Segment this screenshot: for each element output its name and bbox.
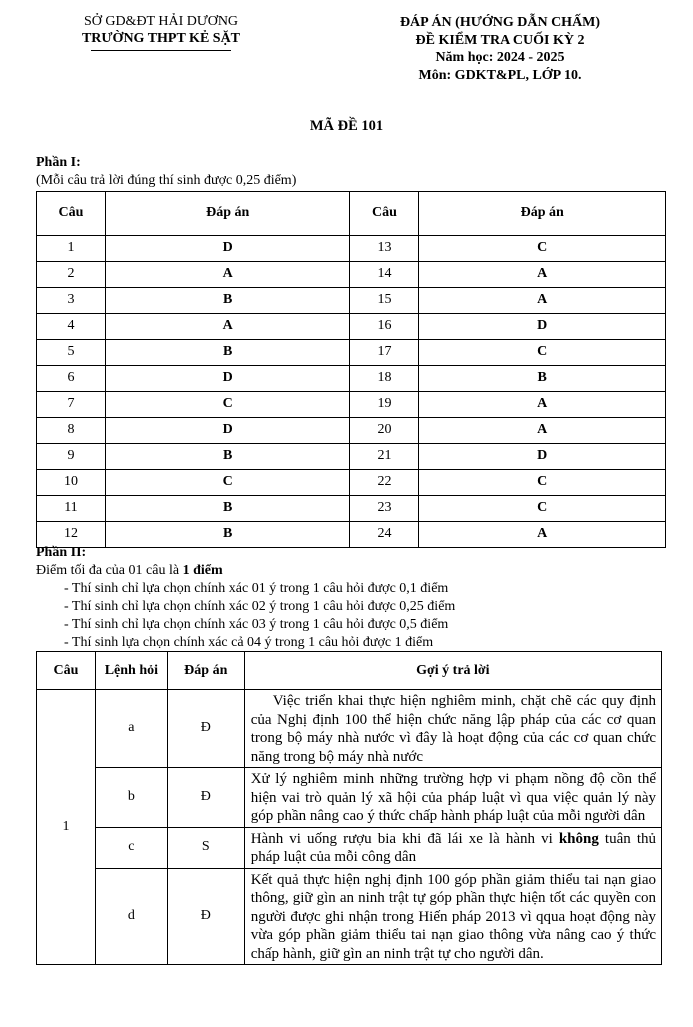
answer-cell: B [419,366,666,392]
answer-cell: C [419,496,666,522]
part2-title: Phần II: [36,545,87,560]
question-number: 5 [37,340,106,366]
question-number: 13 [350,236,419,262]
hint-text: tuân thủ pháp luật của mỗi công dân [250,830,656,865]
answer-cell: C [419,236,666,262]
answer-cell: C [105,470,350,496]
answer-cell: Đ [167,768,244,828]
table-row [37,288,666,314]
table-header-row [37,652,662,690]
answer-key-title: ĐÁP ÁN (HƯỚNG DẪN CHẤM) [399,15,601,30]
answer-cell: C [105,392,350,418]
question-number: 14 [350,262,419,288]
question-number: 21 [350,444,419,470]
table-row [37,496,666,522]
answer-cell: S [167,827,244,868]
question-number: 4 [37,314,106,340]
answer-cell: A [419,262,666,288]
answer-cell: A [419,392,666,418]
question-number: 23 [350,496,419,522]
table-row [37,314,666,340]
question-number: 1 [37,236,106,262]
table-header-row [37,192,666,236]
command-cell: a [95,690,167,768]
department-name: SỞ GD&ĐT HẢI DƯƠNG [83,14,239,29]
max-score-value: 1 điểm [182,563,223,578]
col-header-question: Câu [350,192,419,236]
answer-cell: Đ [167,868,244,965]
question-number: 11 [37,496,106,522]
part1-title: Phần I: [36,155,81,170]
answer-cell: B [105,340,350,366]
question-number: 20 [350,418,419,444]
table-row [37,262,666,288]
max-score-text: Điểm tối đa của 01 câu là [36,563,183,578]
question-number: 2 [37,262,106,288]
table-row [37,868,662,965]
hint-cell: Xử lý nghiêm minh những trường hợp vi phạm nồng độ cồn thể hiện vai trò quản lý xã hội của pháp luật vì qua việc quản lý này góp phần nâng cao ý thức chấp hành pháp luật của mỗi người dân [244,768,661,828]
school-name: TRƯỜNG THPT KẺ SẶT [81,30,241,46]
question-number: 19 [350,392,419,418]
table-row [37,236,666,262]
command-cell: c [95,827,167,868]
school-year: Năm học: 2024 - 2025 [435,50,565,65]
answer-cell: Đ [167,690,244,768]
question-number: 7 [37,392,106,418]
table-row [37,418,666,444]
col-header-question: Câu [37,652,96,690]
col-header-answer: Đáp án [167,652,244,690]
part2-instructions [36,544,676,652]
scoring-rule: - Thí sinh chỉ lựa chọn chính xác 01 ý trong 1 câu hỏi được 0,1 điểm [64,581,449,596]
answer-cell: B [105,444,350,470]
hint-emphasis: không [558,830,599,847]
answer-cell: B [105,496,350,522]
part1-answer-table [36,191,666,548]
question-number: 17 [350,340,419,366]
table-row [37,827,662,868]
question-number: 6 [37,366,106,392]
col-header-answer: Đáp án [419,192,666,236]
question-number: 8 [37,418,106,444]
answer-cell: D [105,366,350,392]
answer-cell: A [419,288,666,314]
answer-cell: C [419,340,666,366]
question-number: 16 [350,314,419,340]
col-header-hint: Gợi ý trả lời [244,652,661,690]
col-header-question: Câu [37,192,106,236]
hint-cell: Kết quả thực hiện nghị định 100 góp phần giảm thiểu tai nạn giao thông, giữ gìn an ninh trật tự góp phần thực hiện tốt các quyền con người được ghi nhận trong Hiến pháp 2013 vì qqua hoạt động này vừa góp phần giảm thiểu tai nạn giao thông vừa nâng cao ý thức chấp hành, giữ gìn an ninh trật tự cho người dân. [244,868,661,965]
col-header-answer: Đáp án [105,192,350,236]
col-header-command: Lệnh hỏi [95,652,167,690]
answer-cell: B [105,288,350,314]
command-cell: b [95,768,167,828]
scoring-rule: - Thí sinh chỉ lựa chọn chính xác 02 ý trong 1 câu hỏi được 0,25 điểm [64,599,456,614]
command-cell: d [95,868,167,965]
table-row [37,366,666,392]
question-number: 1 [37,690,96,965]
part1-note: (Mỗi câu trả lời đúng thí sinh được 0,25 điểm) [36,173,297,188]
question-number: 9 [37,444,106,470]
hint-text: Hành vi uống rượu bia khi đã lái xe là hành vi [250,830,559,847]
school-header [32,14,290,51]
subject: Môn: GDKT&PL, LỚP 10. [418,67,582,83]
question-number: 24 [350,522,419,548]
question-number: 18 [350,366,419,392]
hint-cell [244,827,661,868]
exam-code: MÃ ĐỀ 101 [309,118,384,134]
answer-cell: D [419,444,666,470]
exam-name: ĐỀ KIỂM TRA CUỐI KỲ 2 [415,32,585,48]
header-underline [91,50,231,51]
answer-cell: A [105,262,350,288]
answer-cell: C [419,470,666,496]
question-number: 3 [37,288,106,314]
answer-cell: D [105,236,350,262]
part2-answer-table [36,651,662,965]
table-row [37,690,662,768]
question-number: 12 [37,522,106,548]
answer-cell: A [105,314,350,340]
question-number: 10 [37,470,106,496]
answer-cell: D [419,314,666,340]
part2-max-score [36,562,676,580]
table-row [37,392,666,418]
answer-cell: D [105,418,350,444]
answer-cell: B [105,522,350,548]
answer-cell: A [419,522,666,548]
question-number: 15 [350,288,419,314]
table-row [37,470,666,496]
table-row [37,340,666,366]
scoring-rule: - Thí sinh chỉ lựa chọn chính xác 03 ý trong 1 câu hỏi được 0,5 điểm [64,617,449,632]
question-number: 22 [350,470,419,496]
table-row [37,768,662,828]
answer-cell: A [419,418,666,444]
exam-header [340,14,660,84]
scoring-rule: - Thí sinh lựa chọn chính xác cả 04 ý trong 1 câu hỏi được 1 điểm [64,635,434,650]
hint-cell: Việc triển khai thực hiện nghiêm minh, chặt chẽ các quy định của Nghị định 100 thể hiện chức năng lập pháp của các cơ quan trong bộ máy nhà nước vì đây là hoạt động của các cơ quan chức năng trong bộ máy nhà nước [244,690,661,768]
table-row [37,444,666,470]
